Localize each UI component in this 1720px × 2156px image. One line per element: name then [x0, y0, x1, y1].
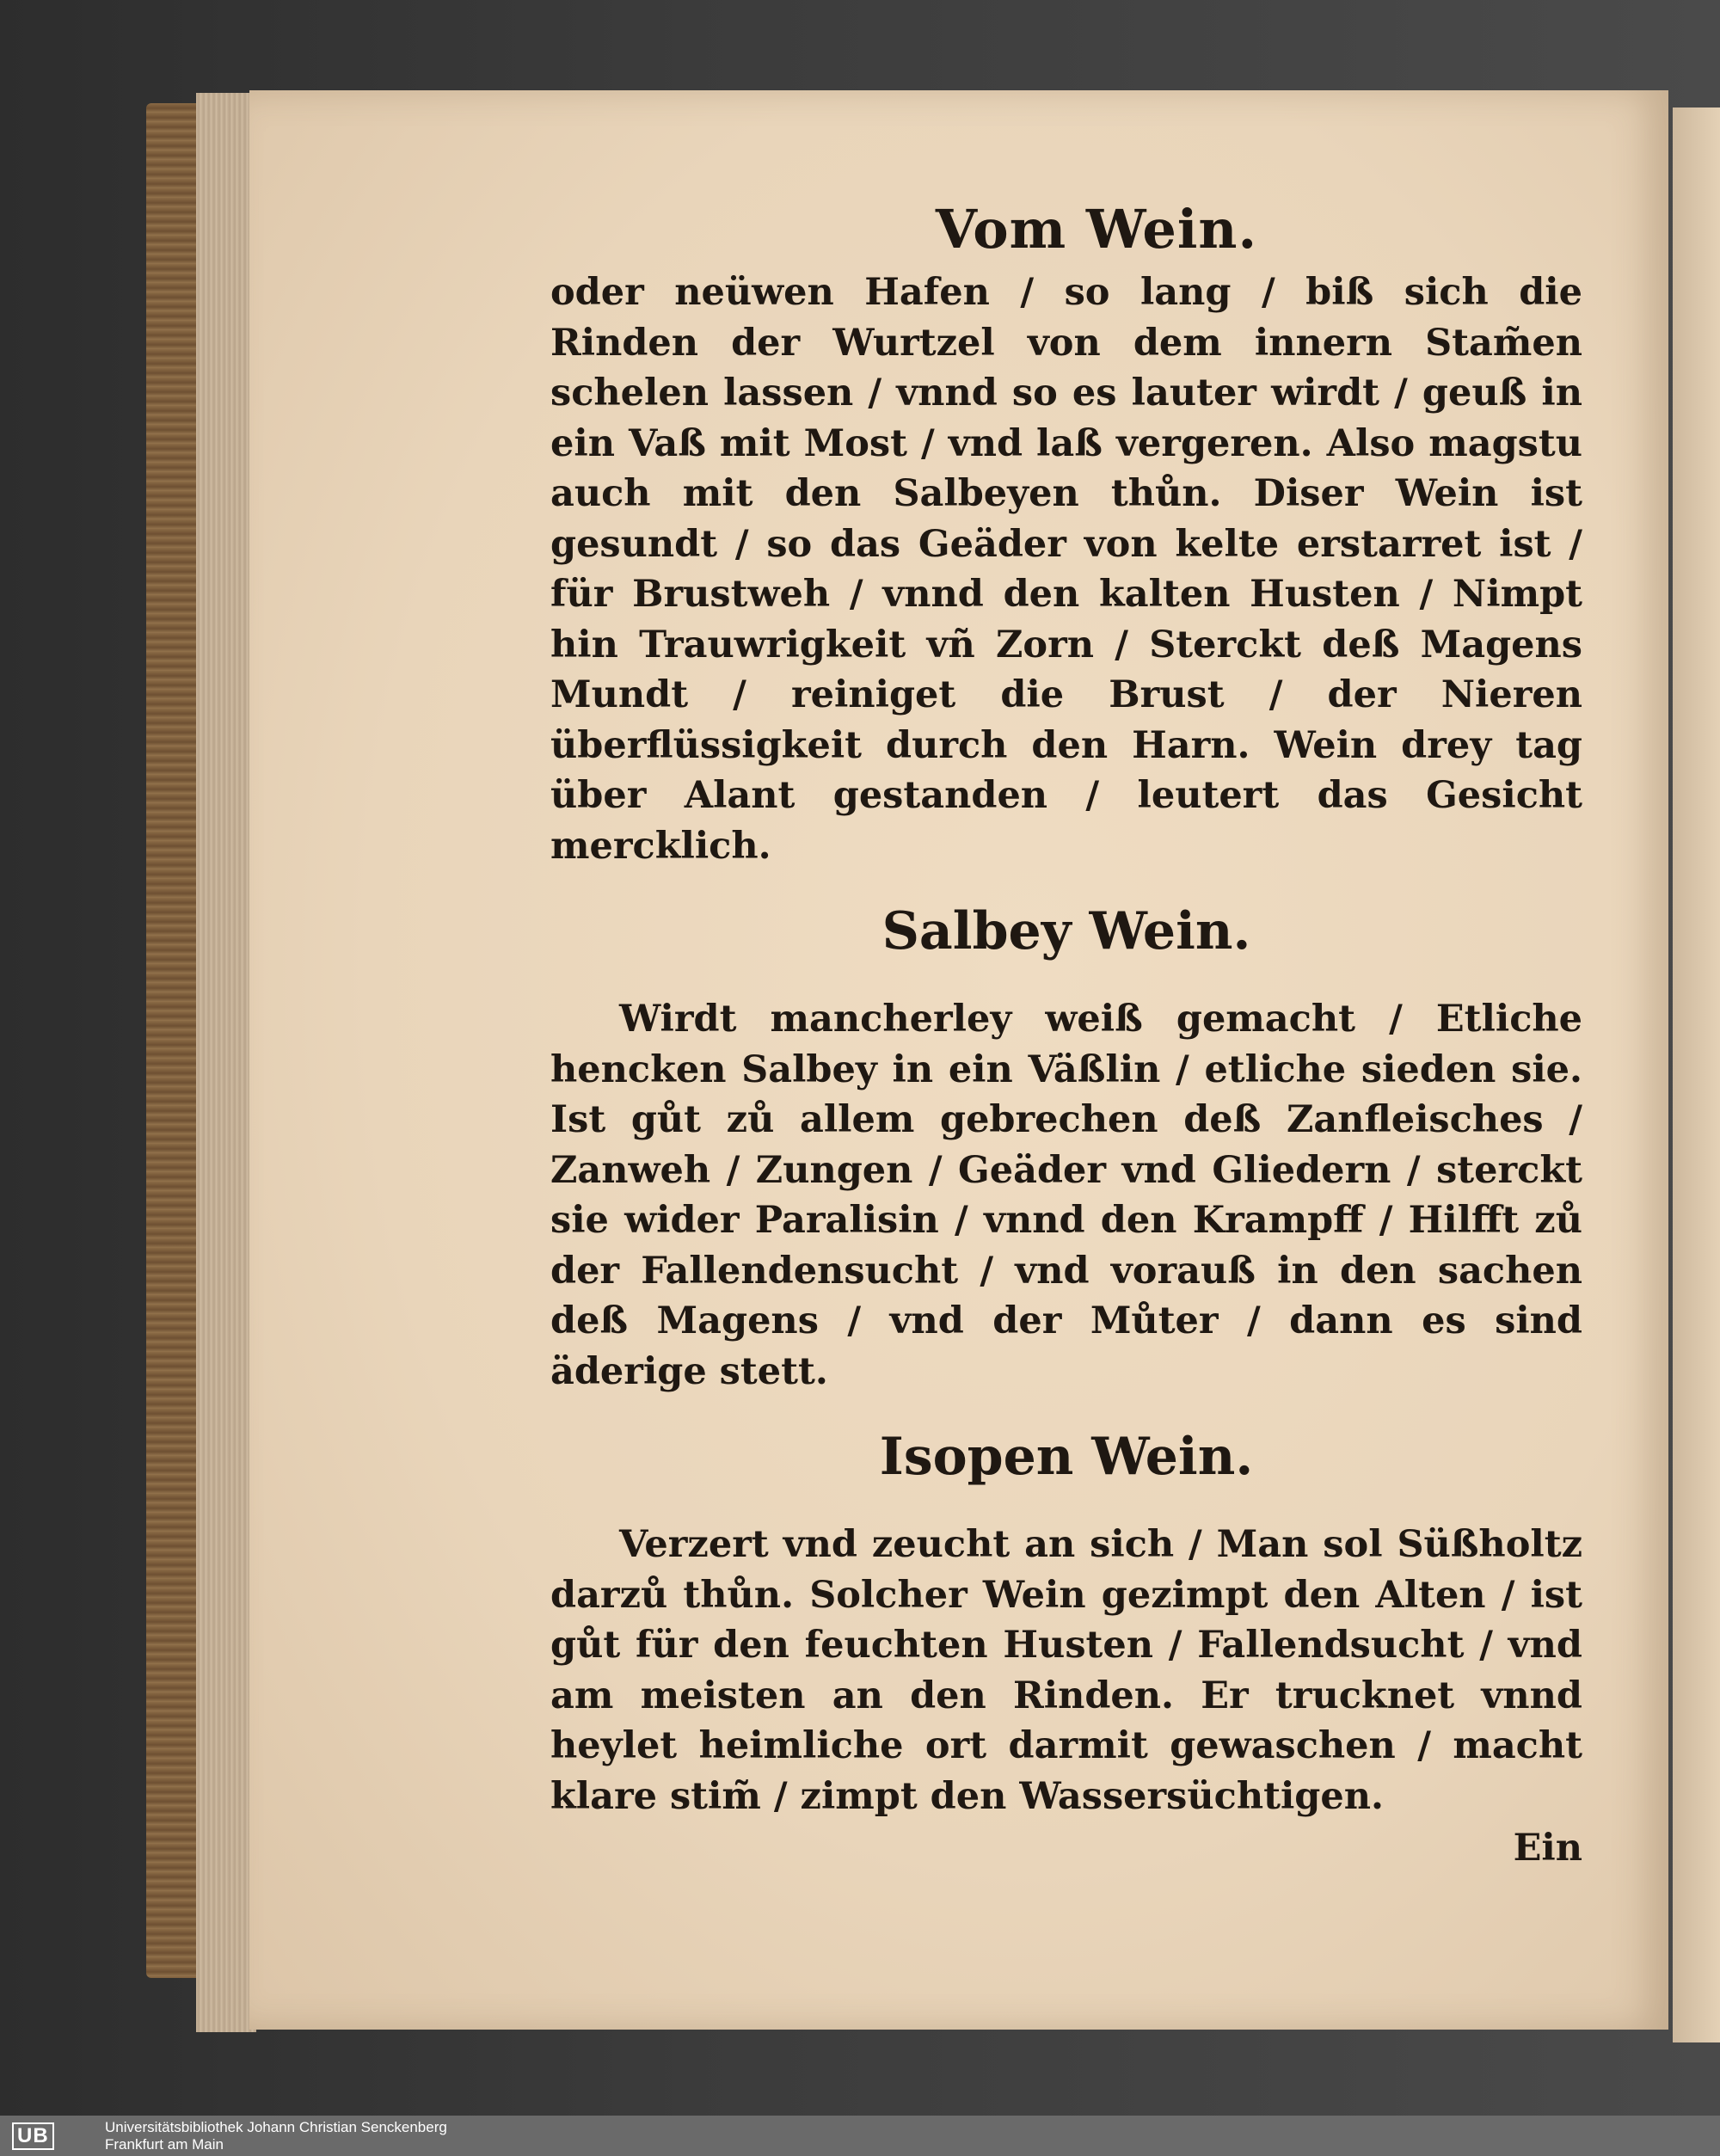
facing-page-edge	[1673, 107, 1720, 2042]
catchword: Ein	[1513, 1827, 1582, 1870]
page-stack-edge	[196, 93, 256, 2032]
library-name: Universitätsbibliothek Johann Christian Senckenberg	[105, 2119, 447, 2135]
paragraph-isopen: Verzert vnd zeucht an sich / Man sol Süßholtz darzů thůn. Solcher Wein gezimpt den Alten / ist gůt für den feuchten Husten / Fallendsucht / vnd am meisten an den Rinden. Er trucknet vnnd heylet heimliche ort darmit gewaschen / macht klare stim̃ / zimpt den Wassersüchtigen.	[550, 1523, 1582, 1818]
library-city: Frankfurt am Main	[105, 2136, 224, 2153]
section-heading-salbey: Salbey Wein.	[882, 901, 1251, 961]
running-head: Vom Wein.	[935, 198, 1258, 261]
paragraph-salbey: Wirdt mancherley weiß gemacht / Etliche hencken Salbey in ein Väßlin / etliche sieden sie. Ist gůt zů allem gebrechen deß Zanfleisches / Zanweh / Zungen / Geäder vnd Gliedern / sterckt sie wider Paralisin / vnnd den Krampff / Hilfft zů der Fallendensucht / vnd vorauß in den sachen deß Magens / vnd der Můter / dann es sind äderige stett.	[550, 998, 1582, 1393]
library-logo	[5, 2121, 54, 2151]
library-footer-bar	[0, 2116, 1720, 2156]
library-logo-mark: UB	[12, 2122, 54, 2150]
page-text-block	[550, 176, 1582, 1870]
section-heading-isopen: Isopen Wein.	[879, 1427, 1254, 1487]
paragraph-continuation: oder neüwen Hafen / so lang / biß sich die Rinden der Wurtzel von dem innern Stam̃en schelen lassen / vnnd so es lauter wirdt / geuß in ein Vaß mit Most / vnd laß vergeren. Also magstu auch mit den Salbeyen thůn. Diser Wein ist gesundt / so das Geäder von kelte erstarret ist / für Brustweh / vnnd den kalten Husten / Nimpt hin Trauwrigkeit vñ Zorn / Sterckt deß Magens Mundt / reiniget die Brust / der Nieren überflüssigkeit durch den Harn. Wein drey tag über Alant gestanden / leutert das Gesicht mercklich.	[550, 271, 1582, 868]
library-credit	[105, 2119, 447, 2153]
